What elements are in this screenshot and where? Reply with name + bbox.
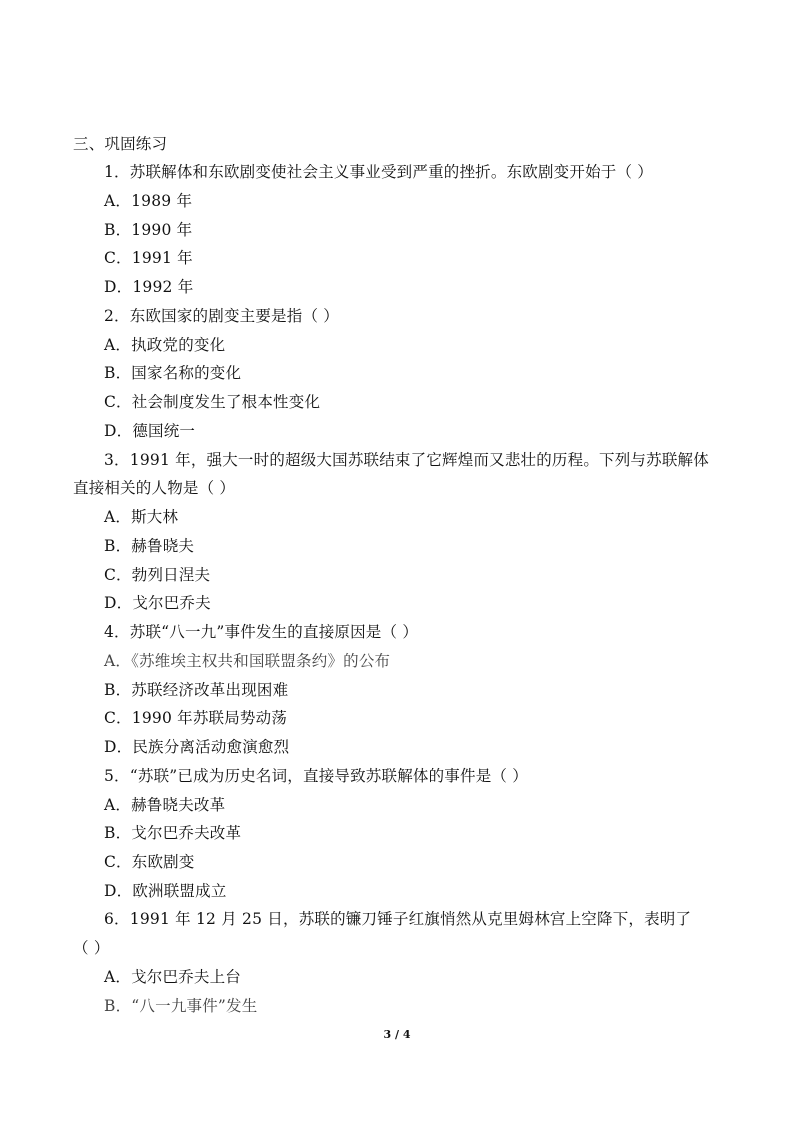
question-3-option-c: C．勃列日涅夫 bbox=[104, 566, 211, 584]
section-title: 三、巩固练习 bbox=[73, 135, 168, 153]
page-number: 3 / 4 bbox=[383, 1028, 411, 1041]
question-3-stem-line-1: 3．1991 年，强大一时的超级大国苏联结束了它辉煌而又悲壮的历程。下列与苏联解体 bbox=[104, 451, 709, 469]
question-1-stem: 1．苏联解体和东欧剧变使社会主义事业受到严重的挫折。东欧剧变开始于（ ） bbox=[104, 163, 653, 181]
question-4-option-c: C．1990 年苏联局势动荡 bbox=[104, 709, 288, 727]
question-6-option-b: B．“八一九事件”发生 bbox=[104, 997, 258, 1015]
question-3-option-d: D．戈尔巴乔夫 bbox=[104, 594, 211, 612]
question-1-option-b: B．1990 年 bbox=[104, 221, 193, 239]
question-5-option-d: D．欧洲联盟成立 bbox=[104, 882, 227, 900]
question-5-stem: 5．“苏联”已成为历史名词，直接导致苏联解体的事件是（ ） bbox=[104, 767, 528, 785]
question-4-stem: 4．苏联“八一九”事件发生的直接原因是（ ） bbox=[104, 623, 419, 641]
question-3-option-a: A．斯大林 bbox=[104, 508, 179, 526]
question-6-stem-line-1: 6．1991 年 12 月 25 日，苏联的镰刀锤子红旗悄然从克里姆林宫上空降下，表明了 bbox=[104, 910, 692, 928]
question-2-option-b: B．国家名称的变化 bbox=[104, 364, 242, 382]
question-5-option-b: B．戈尔巴乔夫改革 bbox=[104, 824, 242, 842]
question-2-stem: 2．东欧国家的剧变主要是指（ ） bbox=[104, 307, 339, 325]
question-4-option-d: D．民族分离活动愈演愈烈 bbox=[104, 738, 290, 756]
question-1-option-a: A．1989 年 bbox=[104, 192, 193, 210]
question-4-option-b: B．苏联经济改革出现困难 bbox=[104, 681, 289, 699]
question-5-option-c: C．东欧剧变 bbox=[104, 853, 195, 871]
question-2-option-a: A．执政党的变化 bbox=[104, 336, 226, 354]
question-5-option-a: A．赫鲁晓夫改革 bbox=[104, 796, 226, 814]
question-3-option-b: B．赫鲁晓夫 bbox=[104, 537, 195, 555]
question-6-option-a: A．戈尔巴乔夫上台 bbox=[104, 968, 241, 986]
question-3-stem-line-2: 直接相关的人物是（ ） bbox=[73, 479, 236, 497]
question-1-option-d: D．1992 年 bbox=[104, 278, 194, 296]
question-2-option-c: C．社会制度发生了根本性变化 bbox=[104, 393, 321, 411]
question-6-stem-line-2: （ ） bbox=[73, 939, 110, 957]
question-1-option-c: C．1991 年 bbox=[104, 249, 193, 267]
question-4-option-a: A．《苏维埃主权共和国联盟条约》的公布 bbox=[104, 652, 391, 670]
question-2-option-d: D．德国统一 bbox=[104, 422, 196, 440]
